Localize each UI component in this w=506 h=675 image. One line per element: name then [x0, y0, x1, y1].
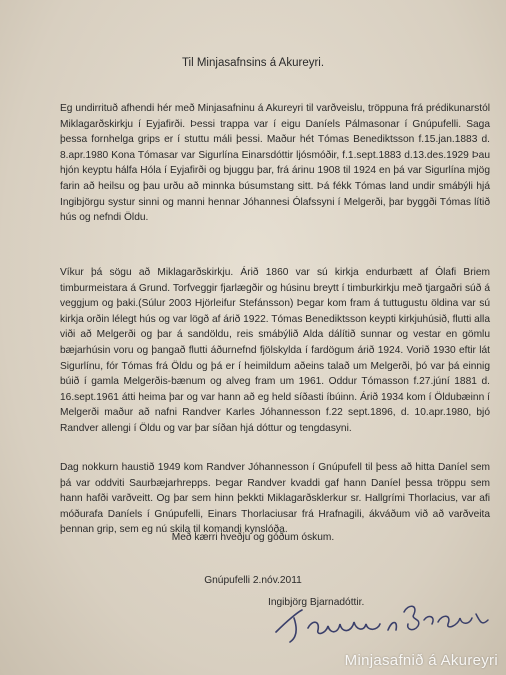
paragraph-church: Víkur þá sögu að Miklagarðskirkju. Árið 1860 var sú kirkja endurbætt af Ólafi Briem timburmeistara á Grund. Torfveggir fjarlægðir og húsinu breytt í timburkirkju með tjargaðri súð á veggjum og þaki.(Súlur 2003 Hjörleifur Stefánsson) Þegar kom fram á tuttugustu öldina var sú kirkja orðin lélegt hús og var lögð af árið 1922. Tómas Benediktsson keypti kirkjuhúsið, flutti alla viði að Melgerði og þar á sandöldu, reis smábýlið Alda dálítið sunnar og vestar en gömlu bæjarhúsin voru og þangað flutti áðurnefnd fjölskylda í fardögum árið 1924. Vorið 1930 eftir lát Sigurlínu, fór Tómas frá Öldu og þá er í heimildum aðeins talað um Melgerði, þó var þá einnig búið í gamla Melgerðis-bænum og alveg fram um 1961. Oddur Tómasson f.27.júní 1881 d. 16.sept.1961 átti heima þar og var hann að eg held síðasti íbúinn. Árið 1934 kom í Öldubæinn í Melgerði maður að nafni Randver Karles Jóhannesson f.22 sept.1896, d. 10.apr.1980, bjó Randver allengi í Öldu og var þar síðan hjá dóttur og tengdasyni. — [60, 267, 490, 434]
signer-name: Ingibjörg Bjarnadóttir. — [268, 597, 365, 608]
closing-greeting: Með kærri hveðju og góðum óskum. — [171, 532, 335, 543]
place-date: Gnúpufelli 2.nóv.2011 — [204, 575, 302, 586]
letter-title: Til Minjasafnsins á Akureyri. — [181, 57, 325, 69]
museum-watermark: Minjasafnið á Akureyri — [344, 652, 498, 669]
paragraph-gift: Dag nokkurn haustið 1949 kom Randver Jóhannesson í Gnúpufell til þess að hitta Daníel sem þá var oddviti Saurbæjarhrepps. Þegar Randver kvaddi gaf hann Daníel þessa tröppu sem hann hafði varðveitt. Og þar sem hinn þekkti Miklagarðsklerkur sr. Hallgrími Thorlacius, var afi móðurafa Daníels í Gnúpufelli, Einars Thorlaciusar frá Hrafnagili, ákváðum við að varðveita þennan grip, sem eg nú skila til komandi kynslóða. — [60, 462, 490, 536]
paragraph-history: Eg undirrituð afhendi hér með Minjasafninu á Akureyri til varðveislu, tröppuna frá prédikunarstól Miklagarðskirkju í Eyjafirði. Þessi trappa var í eigu Daníels Pálmasonar í Gnúpufelli. Saga þessa fornhelga grips er í stuttu máli þessi. Maður hét Tómas Benediktsson f.15.jan.1883 d. 8.apr.1980 Kona Tómasar var Sigurlína Einarsdóttir ljósmóðir, f.1.sept.1883 d.13.des.1929 Þau hjón keyptu hálfa Hóla í Eyjafirði og bjuggu þar, frá árinu 1908 til 1924 en þá var Sigurlína mjög farin að heilsu og þau urðu að minnka búsumstang sitt. Þá fékk Tómas land undir smábýli hjá Ingibjörgu systur sinni og manni hennar Jóhannesi Ólafssyni í Melgerði, þar byggði Tómas lítið hús og nefndi Öldu. — [60, 103, 490, 224]
handwritten-signature — [268, 590, 498, 650]
